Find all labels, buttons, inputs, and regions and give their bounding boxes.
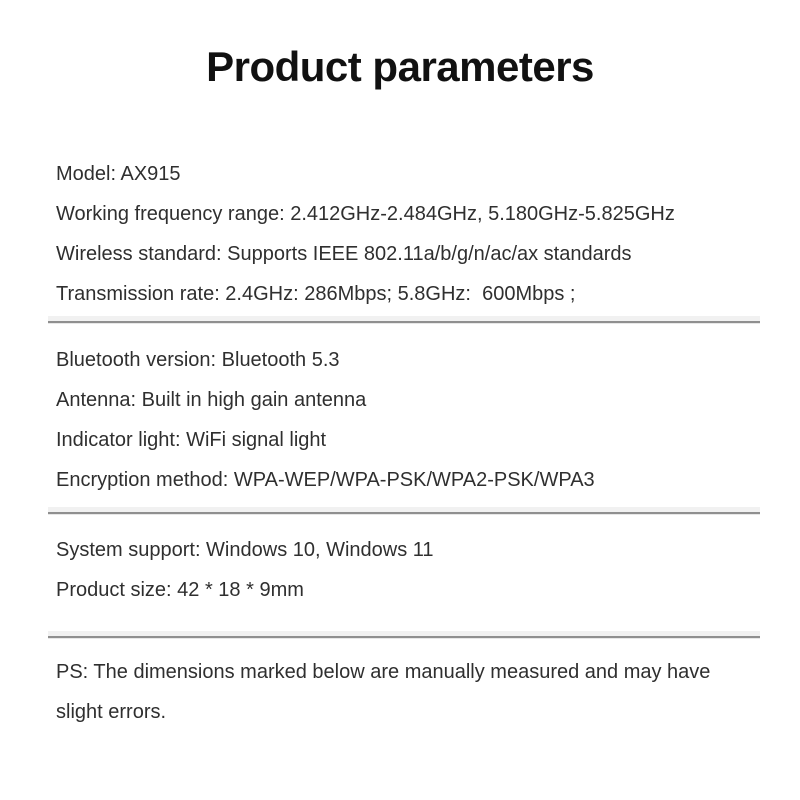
spec-encryption-method: Encryption method: WPA-WEP/WPA-PSK/WPA2-PSK/WPA3: [56, 468, 595, 491]
section-divider: [48, 316, 760, 324]
spec-product-size: Product size: 42 * 18 * 9mm: [56, 578, 304, 601]
spec-wireless-standard: Wireless standard: Supports IEEE 802.11a/b/g/n/ac/ax standards: [56, 242, 632, 265]
spec-model: Model: AX915: [56, 162, 181, 185]
page-title: Product parameters: [206, 43, 594, 90]
spec-system-support: System support: Windows 10, Windows 11: [56, 538, 434, 561]
spec-list: [0, 154, 800, 732]
spec-bluetooth-version: Bluetooth version: Bluetooth 5.3: [56, 348, 340, 371]
section-divider: [48, 631, 760, 639]
section-divider: [48, 507, 760, 515]
spec-transmission-rate: Transmission rate: 2.4GHz: 286Mbps; 5.8GHz: 600Mbps ;: [56, 282, 576, 305]
spec-frequency-range: Working frequency range: 2.412GHz-2.484GHz, 5.180GHz-5.825GHz: [56, 202, 675, 225]
spec-antenna: Antenna: Built in high gain antenna: [56, 388, 367, 411]
spec-indicator-light: Indicator light: WiFi signal light: [56, 428, 327, 451]
ps-note: PS: The dimensions marked below are manually measured and may have slight errors.: [56, 661, 716, 724]
